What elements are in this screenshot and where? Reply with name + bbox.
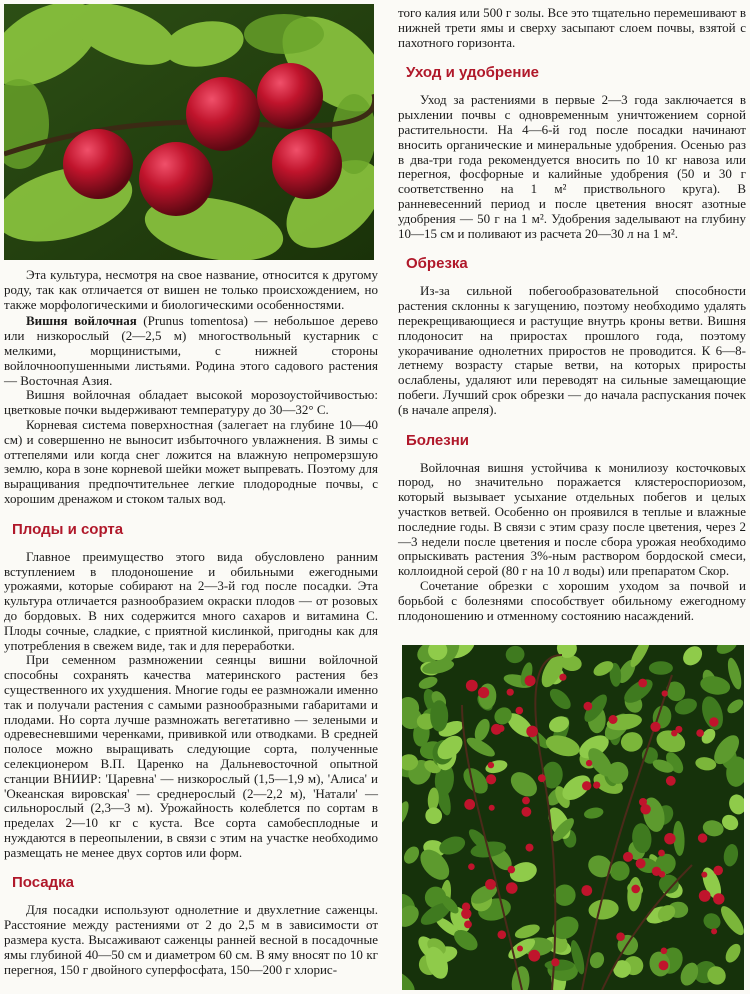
cherry-closeup-photo [4,4,374,260]
cherry-bush-photo [402,645,744,990]
section-heading-planting: Посадка [12,874,74,892]
pruning-paragraph: Из-за сильной побегообразовательной способности растения склонны к загущению, поэтому необходимо удалять перекрещивающиеся и растущие внутрь кроны ветви. Вишня плодоносит на приростах прошлого года, поэтому укорачивание однолетних приростов не проводится. К 6—8-летнему возрасту старые ветви, на которых приросты ослаблены, удаляют или переводят на сильные замещающие побеги. Лучший срок обрезки — до начала распускания почек (в начале апреля). [398,283,746,417]
fruits-paragraph-2: При семенном размножении сеянцы вишни войлочной способны сохранять качества материнского растения без существенного их ухудшения. Многие годы ее размножали именно так и получали растения с самыми разнообразными габаритами и плодами. Но сорта лучше размножать вегетативно — зелеными и одревесневшими черенками, прививкой или отводками. В средней полосе можно выращивать следующие сорта, полученные селекционером В.П. Царенко на Дальневосточной опытной станции ВНИИР: 'Царевна' — низкорослый (1,5—1,9 м), 'Алиса' и 'Океанская вировская' — среднерослый (2—2,2 м), 'Натали' — сильнорослый (2,3—3 м). Урожайность колеблется по сортам в пределах 2—10 кг с куста. Все сорта самобесплодные и нуждаются в переопылении, в связи с этим на участке необходимо размещать не менее двух сортов или форм. [4,652,378,860]
section-heading-care: Уход и удобрение [406,64,540,82]
roots-paragraph: Корневая система поверхностная (залегает на глубине 10—40 см) и совершенно не выносит избыточного увлажнения. В зимы с оттепелями или когда снег ложится на влажную непромерзшую землю, кора в зоне корневой шейки может выпревать. Поэтому для выращивания предпочтительнее легкие плодородные почвы, с хорошим дренажом и стоком талых вод. [4,416,378,506]
section-heading-fruits: Плоды и сорта [12,520,124,538]
fruits-paragraph-1: Главное преимущество этого вида обусловлено ранним вступлением в плодоношение и обильными ежегодными урожаями, которые собирают на 2—3-й год после посадки. Эта культура отличается разнообразием окраски плодов — от розовых до бордовых. В них содержится много сахаров и витамина С. Плоды сочные, сладкие, с приятной кислинкой, пригодны как для употребления в свежем виде, так и для переработки. [4,548,378,653]
species-name: Вишня войлочная [26,313,137,329]
planting-continuation: того калия или 500 г золы. Все это тщательно перемешивают в нижней трети ямы и сверху засыпают слоем почвы, взятой с пахотного горизонта. [398,5,747,50]
diseases-paragraph-2: Сочетание обрезки с хорошим уходом за почвой и борьбой с болезнями способствует обильному ежегодному плодоношению и отменному состоянию насаждений. [398,577,746,623]
hardiness-paragraph: Вишня войлочная обладает высокой морозоустойчивостью: цветковые почки выдерживают температуру до 30—32° С. [4,387,378,418]
section-heading-pruning: Обрезка [406,255,468,273]
intro-paragraph: Эта культура, несмотря на свое название, относится к другому роду, так как отличается от вишен не только происхождением, но также морфологическими и биологическими особенностями. [4,267,378,312]
diseases-paragraph-1: Войлочная вишня устойчива к монилиозу косточковых пород, но значительно поражается клястероспориозом, который вызывает усыхание отдельных побегов и целых участков ветвей. Особенно он проявился в теплые и влажные последние годы. В связи с этим сразу после цветения, через 2—3 недели после цветения и после сбора урожая необходимо опрыскивать растения 3%-ным раствором бордоской смеси, коллоидной серой (80 г на 10 л воды) или препаратом Скор. [398,459,746,579]
section-heading-diseases: Болезни [406,431,469,449]
care-paragraph: Уход за растениями в первые 2—3 года заключается в рыхлении почвы с одновременным уничтожением сорной растительности. На 4—6-й год после посадки начинают вносить органические и минеральные удобрения. Осенью раз в два-три года рекомендуется вносить по 10 кг навоза или перегноя, фосфорные и калийные удобрения (50 и 30 г соответственно на 1 м² приствольного круга). В ранневесенний период и после цветения вносят азотные удобрения — 50 г на 1 м². Удобрения заделывают на глубину 10—15 см и поливают из расчета 20—30 л на 1 м². [398,92,746,241]
planting-paragraph: Для посадки используют однолетние и двухлетние саженцы. Расстояние между растениями от 2 до 2,5 м в зависимости от размера куста. Высаживают саженцы ранней весной в посадочные ямы глубиной 40—50 см и диаметром 60 см. В яму вносят по 10 кг перегноя, 150 г двойного суперфосфата, 150—200 г хлорис- [4,902,378,977]
species-description: (Prunus tomentosa) — небольшое дерево или низкорослый (2—2,5 м) многоствольный кустарник с мелкими, морщинистыми, с нижней стороны войлочноопушенными листьями. Родина этого садового растения — Восточная Азия. [4,313,378,388]
species-paragraph [4,314,378,388]
